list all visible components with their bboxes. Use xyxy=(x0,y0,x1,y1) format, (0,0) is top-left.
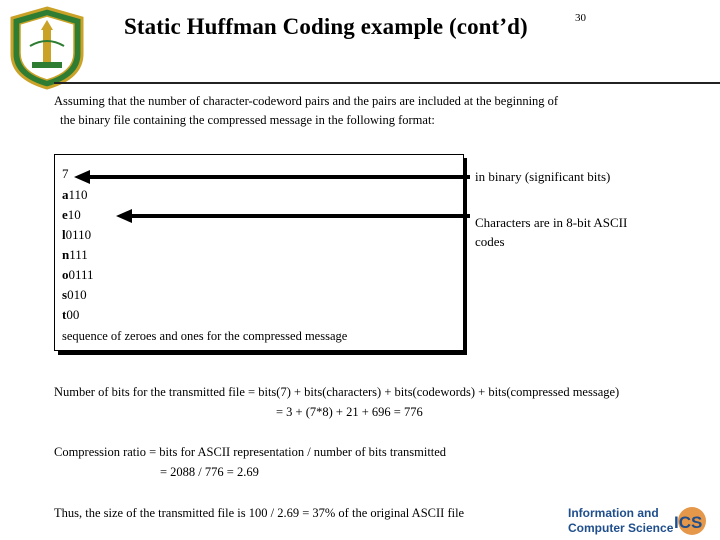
logo-text-line-2: Computer Science xyxy=(568,521,674,535)
arrow-head xyxy=(74,170,90,184)
pair-char: a xyxy=(62,187,69,202)
logo-text-line-1: Information and xyxy=(568,506,659,520)
pair-char: e xyxy=(62,207,68,222)
pair-count: 7 xyxy=(62,166,69,181)
box-last-line: sequence of zeroes and ones for the compressed message xyxy=(62,329,348,343)
note-ascii-line-1: Characters are in 8-bit ASCII xyxy=(475,215,628,230)
pair-code: 0111 xyxy=(68,267,94,282)
university-logo xyxy=(8,6,86,90)
pair-code: 00 xyxy=(66,307,80,322)
intro-line-2: the binary file containing the compressed message in the following format: xyxy=(60,113,435,127)
conclusion-line: Thus, the size of the transmitted file is 100 / 2.69 = 37% of the original ASCII file xyxy=(54,506,465,520)
pair-char: l xyxy=(62,227,66,242)
pair-code: 10 xyxy=(67,207,81,222)
pair-char: s xyxy=(62,287,68,302)
department-logo xyxy=(566,503,716,537)
pair-char: o xyxy=(62,267,69,282)
pair-line xyxy=(62,307,79,323)
ratio-line-2: = 2088 / 776 = 2.69 xyxy=(160,465,259,479)
annotation-arrows xyxy=(67,165,470,225)
pair-code: 0110 xyxy=(65,227,92,242)
pair-line xyxy=(62,267,94,283)
pair-char: t xyxy=(62,307,67,322)
header-divider xyxy=(54,82,720,84)
box-border xyxy=(54,154,463,155)
pair-line xyxy=(62,227,91,243)
logo-mark: ICS xyxy=(674,513,703,532)
bits-line-1: Number of bits for the transmitted file = bits(7) + bits(characters) + bits(codewords) + bits(compressed message) xyxy=(54,385,620,399)
pair-code: 010 xyxy=(67,287,87,302)
note-ascii-line-2: codes xyxy=(475,234,505,249)
pair-code: 111 xyxy=(69,247,88,262)
box-shadow xyxy=(58,351,467,355)
slide-number: 30 xyxy=(575,12,586,24)
note-binary: in binary (significant bits) xyxy=(475,169,611,184)
pair-code: 110 xyxy=(68,187,88,202)
arrow-head xyxy=(116,209,132,223)
slide-title: Static Huffman Coding example (cont’d) xyxy=(124,14,528,39)
pair-line xyxy=(62,247,88,263)
intro-line-1: Assuming that the number of character-codeword pairs and the pairs are included at the beginning of xyxy=(54,94,559,108)
pair-line xyxy=(62,287,87,303)
box-border xyxy=(54,350,463,351)
pair-char: n xyxy=(62,247,70,262)
bits-line-2: = 3 + (7*8) + 21 + 696 = 776 xyxy=(276,405,423,419)
ratio-line-1: Compression ratio = bits for ASCII representation / number of bits transmitted xyxy=(54,445,447,459)
